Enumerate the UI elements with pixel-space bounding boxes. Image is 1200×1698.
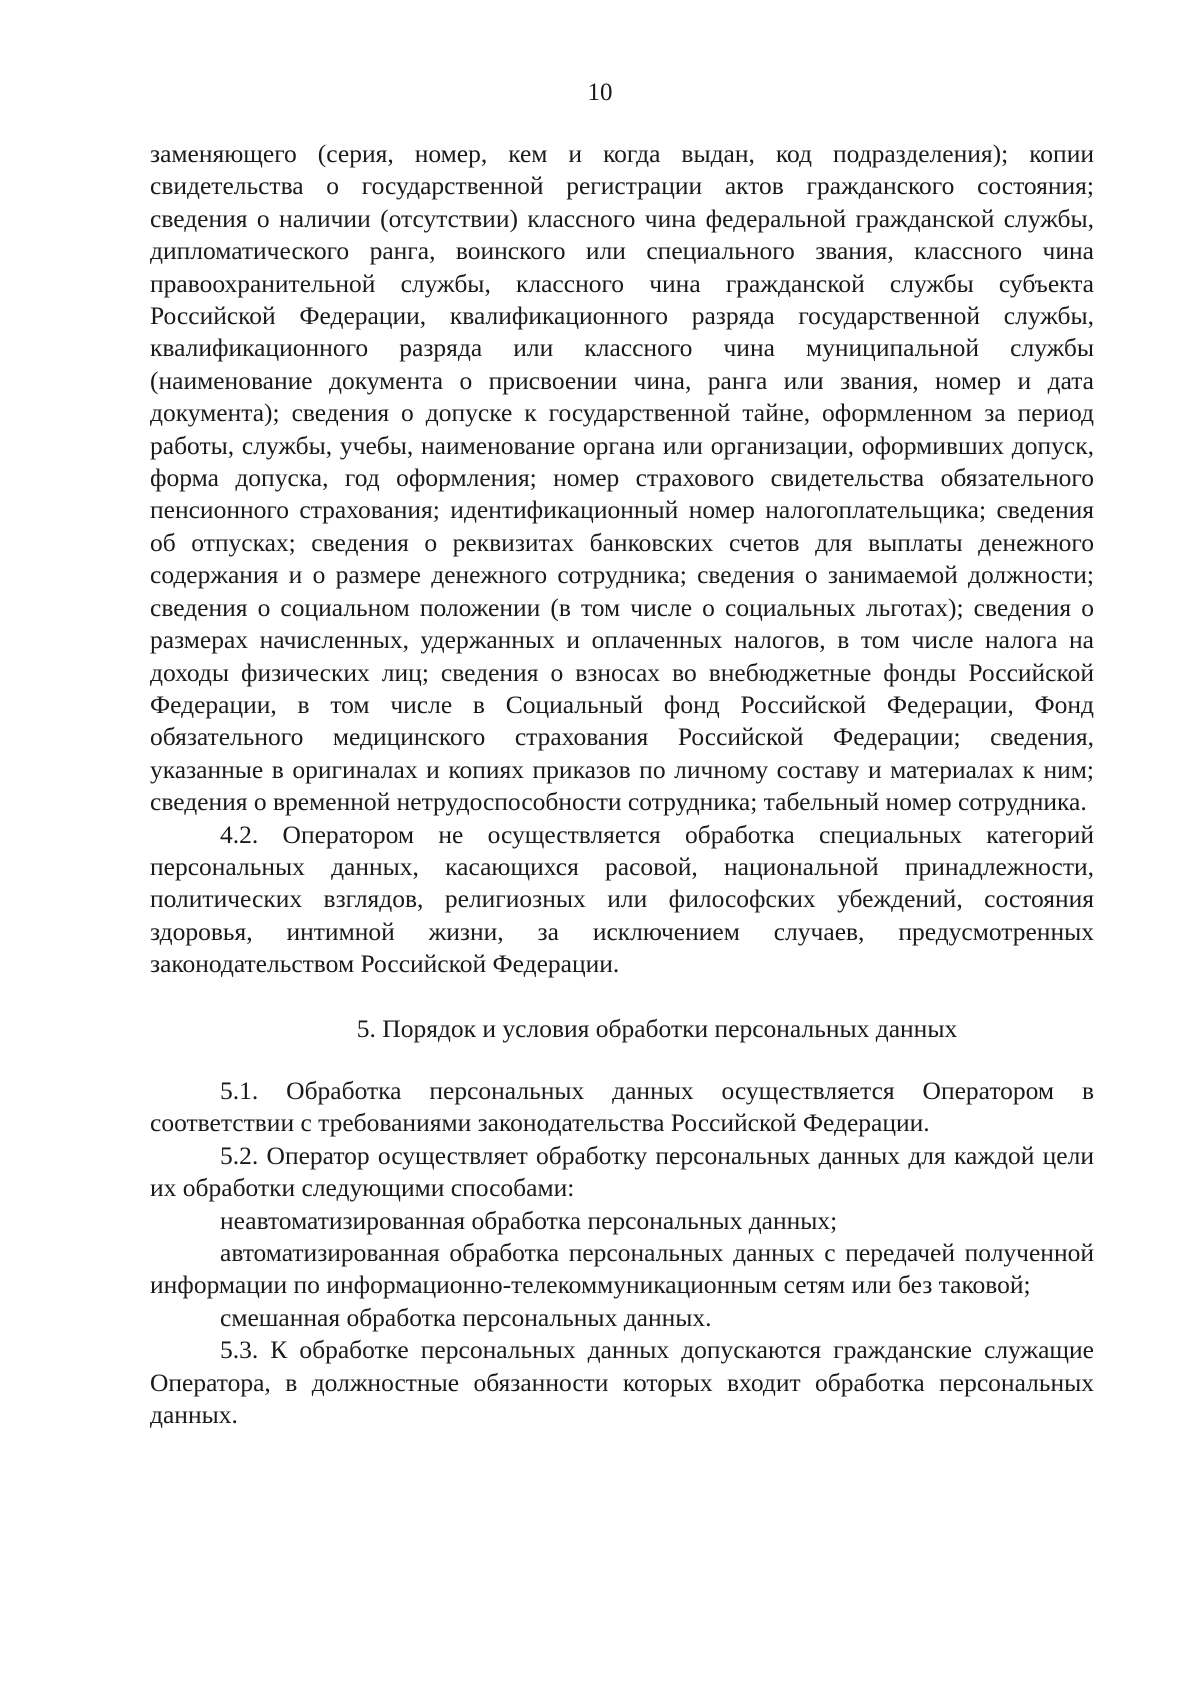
processing-method-automated: автоматизированная обработка персональных данных с передачей полученной информации по информационно-телекоммуникационным сетям или без таковой; <box>150 1238 1094 1300</box>
paragraph-5-2: 5.2. Оператор осуществляет обработку персональных данных для каждой цели их обработки следующими способами: <box>150 1140 1094 1203</box>
section-heading: 5. Порядок и условия обработки персональных данных <box>356 1013 958 1043</box>
document-body <box>150 138 1094 1431</box>
paragraph-5-3: 5.3. К обработке персональных данных допускаются гражданские служащие Оператора, в должностные обязанности которых входит обработка персональных данных. <box>150 1335 1094 1430</box>
processing-method-mixed: смешанная обработка персональных данных. <box>220 1302 712 1332</box>
processing-method-manual: неавтоматизированная обработка персональных данных; <box>220 1205 838 1235</box>
continuation-paragraph: заменяющего (серия, номер, кем и когда выдан, код подразделения); копии свидетельства о государственной регистрации актов гражданского состояния; сведения о наличии (отсутствии) классного чина федеральной гражданской службы, дипломатического ранга, воинского или специального звания, классного чина правоохранительной службы, классного чина гражданской службы субъекта Российской Федерации, квалификационного разряда государственной службы, квалификационного разряда или классного чина муниципальной службы (наименование документа о присвоении чина, ранга или звания, номер и дата документа); сведения о допуске к государственной тайне, оформленном за период работы, службы, учебы, наименование органа или организации, оформивших допуск, форма допуска, год оформления; номер страхового свидетельства обязательного пенсионного страхования; идентификационный номер налогоплательщика; сведения об отпусках; сведения о реквизитах банковских счетов для выплаты денежного содержания и о размере денежного сотрудника; сведения о занимаемой должности; сведения о социальном положении (в том числе о социальных льготах); сведения о размерах начисленных, удержанных и оплаченных налогов, в том числе налога на доходы физических лиц; сведения о взносах во внебюджетные фонды Российской Федерации, в том числе в Социальный фонд Российской Федерации, Фонд обязательного медицинского страхования Российской Федерации; сведения, указанные в оригиналах и копиях приказов по личному составу и материалах к ним; сведения о временной нетрудоспособности сотрудника; табельный номер сотрудника. <box>150 139 1094 817</box>
page-number: 10 <box>587 79 613 106</box>
paragraph-5-1: 5.1. Обработка персональных данных осуществляется Оператором в соответствии с требованиями законодательства Российской Федерации. <box>150 1075 1094 1138</box>
paragraph-4-2: 4.2. Оператором не осуществляется обработка специальных категорий персональных данных, касающихся расовой, национальной принадлежности, политических взглядов, религиозных или философских убеждений, состояния здоровья, интимной жизни, за исключением случаев, предусмотренных законодательством Российской Федерации. <box>150 819 1094 979</box>
